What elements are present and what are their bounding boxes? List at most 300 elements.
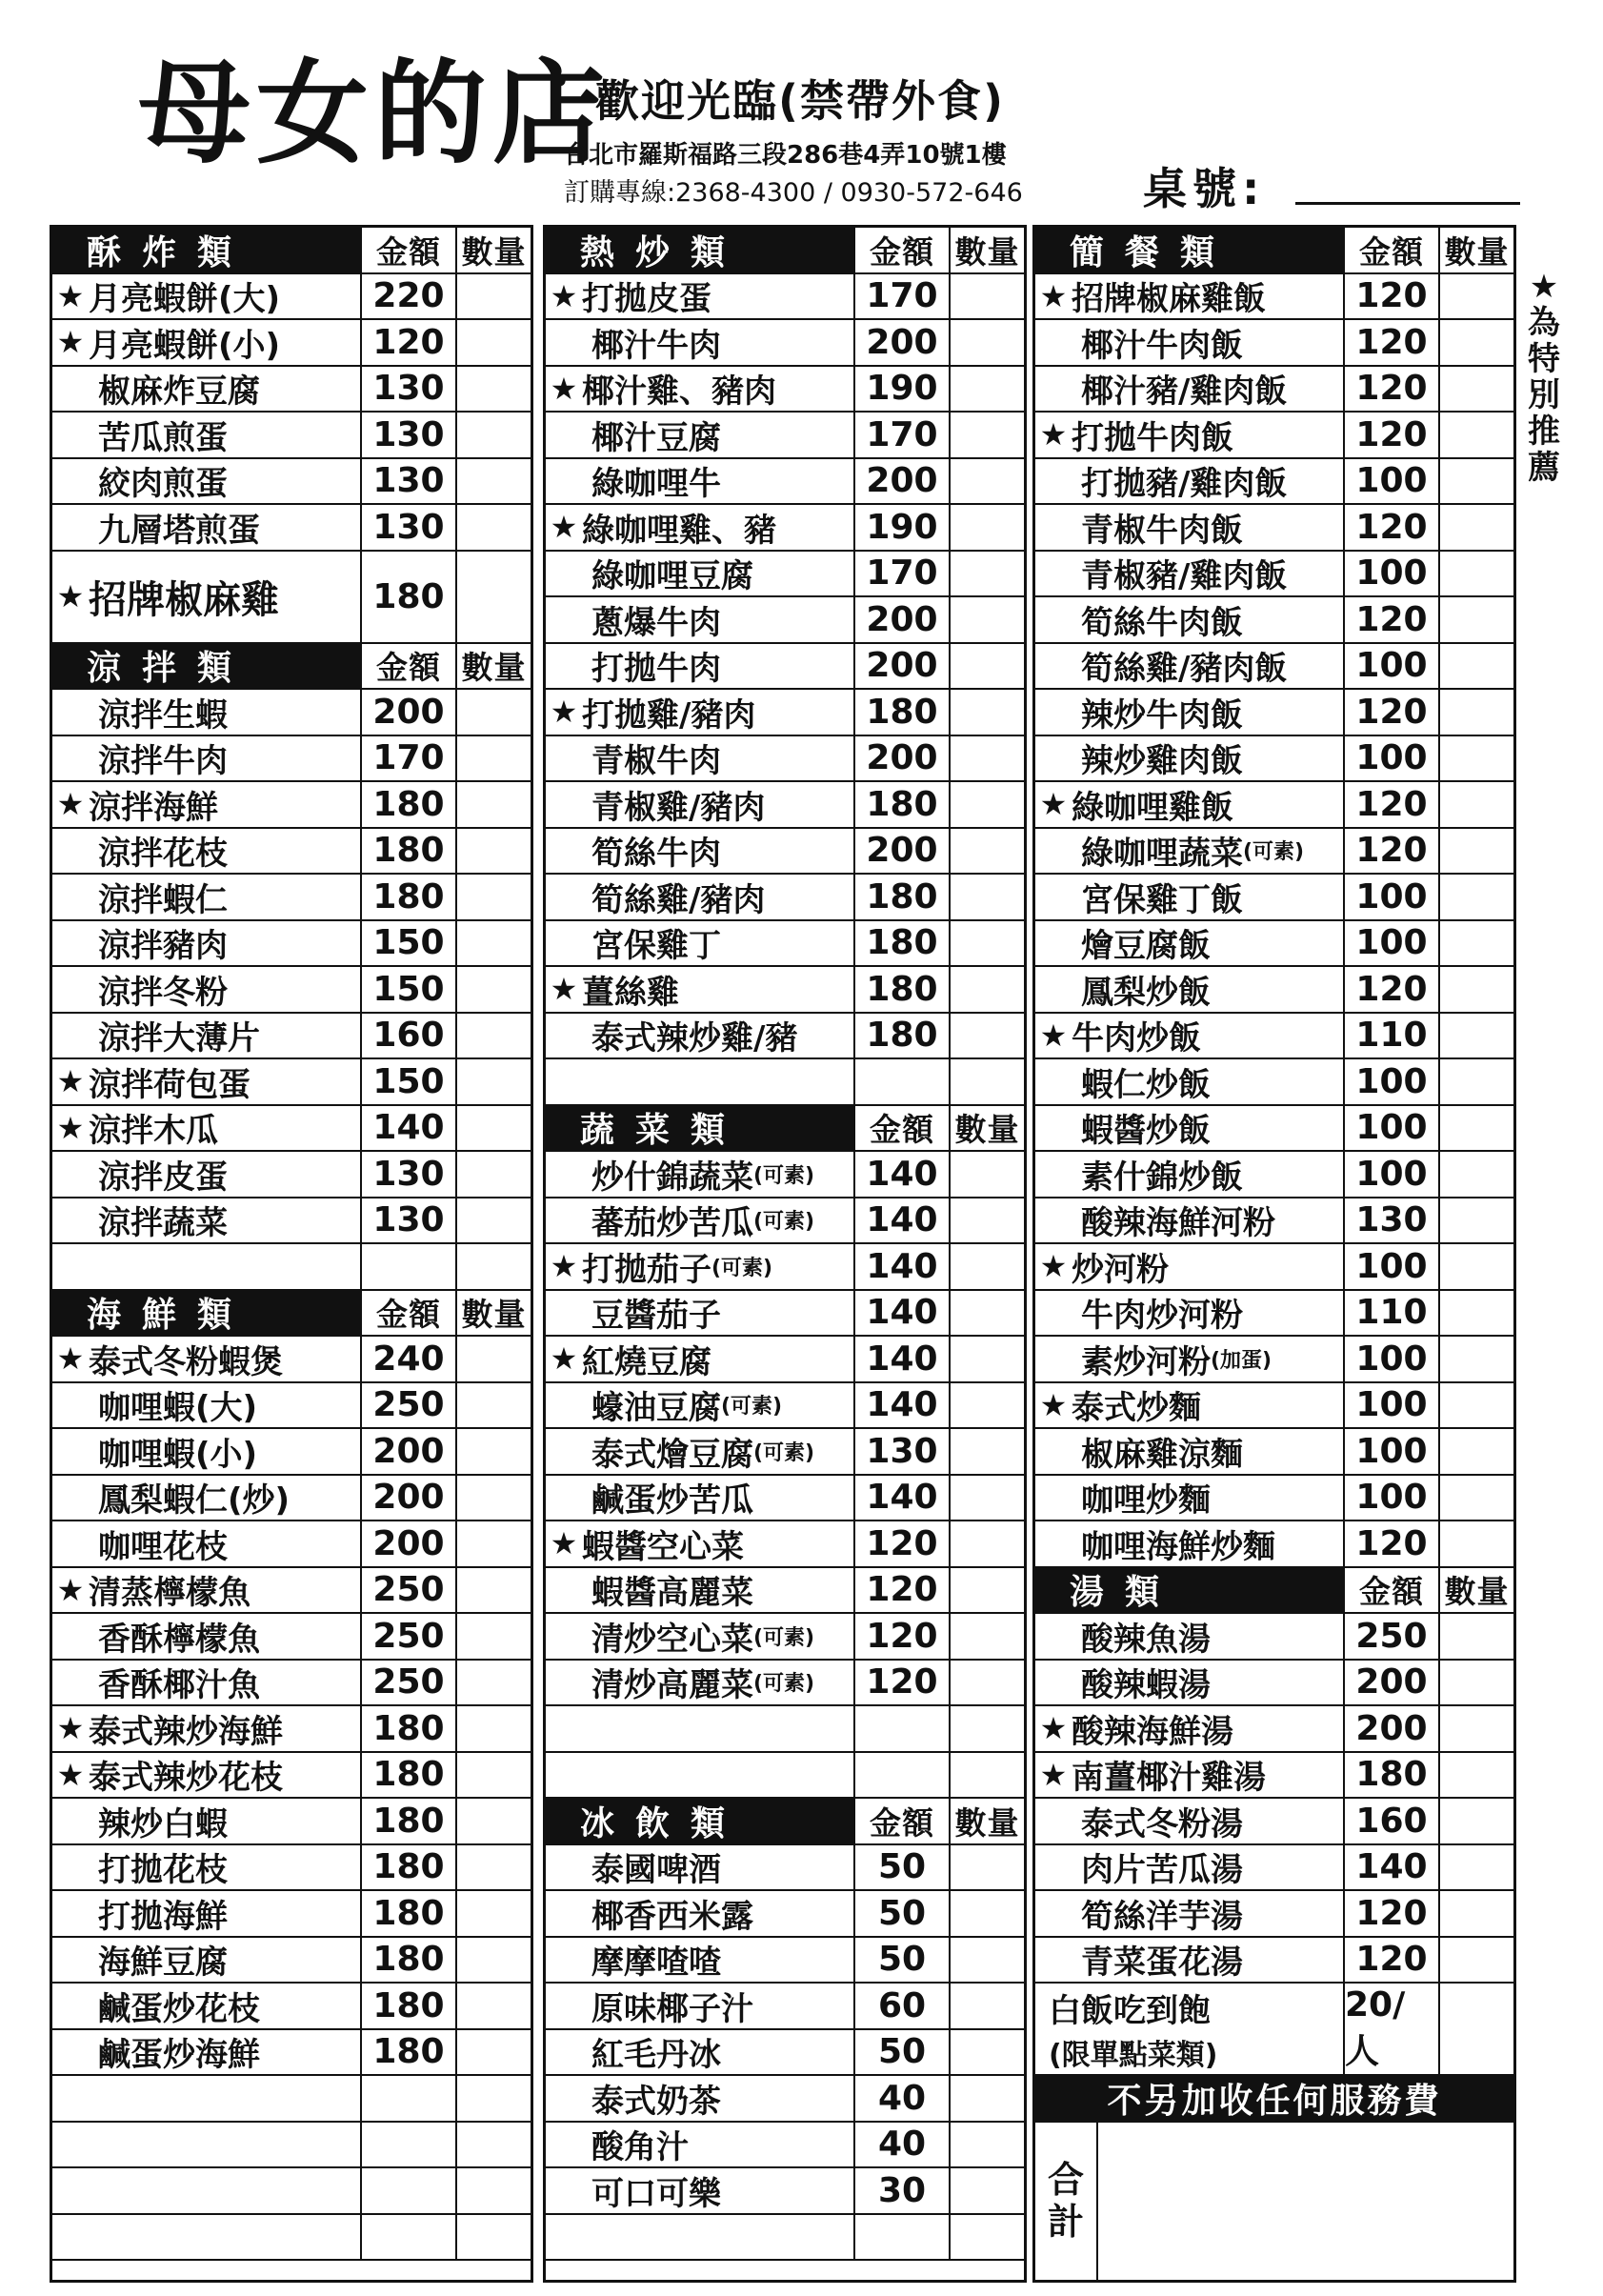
quantity-cell[interactable] — [1440, 967, 1513, 1012]
quantity-cell[interactable] — [951, 1244, 1024, 1289]
quantity-cell[interactable] — [951, 875, 1024, 919]
recommended-star-icon: ★ — [56, 1756, 85, 1793]
item-name — [546, 782, 855, 827]
item-name-text: 清蒸檸檬魚 — [89, 1574, 250, 1612]
quantity-cell[interactable] — [457, 1152, 531, 1197]
recommended-star-icon: ★ — [550, 277, 578, 314]
quantity-cell[interactable] — [1440, 1614, 1513, 1659]
item-name-text: 泰式燴豆腐 — [591, 1435, 753, 1474]
item-name-text: 蝦醬空心菜 — [582, 1527, 744, 1566]
item-name-text: 打拋花枝 — [98, 1851, 228, 1889]
item-price: 120 — [855, 1661, 951, 1705]
item-name-text: 涼拌蔬菜 — [98, 1204, 228, 1242]
quantity-cell[interactable] — [1440, 1152, 1513, 1197]
price-column-header: 金額 — [1345, 1568, 1440, 1613]
item-price: 140 — [855, 1291, 951, 1336]
quantity-cell[interactable] — [951, 459, 1024, 504]
quantity-cell[interactable] — [951, 1661, 1024, 1705]
item-name — [1035, 1476, 1345, 1521]
quantity-cell[interactable] — [951, 505, 1024, 550]
item-name — [546, 1614, 855, 1659]
menu-item-row — [546, 1845, 1024, 1892]
quantity-cell[interactable] — [1440, 320, 1513, 365]
menu-item-row — [1035, 552, 1513, 598]
quantity-cell[interactable] — [1440, 1476, 1513, 1521]
menu-item-row — [546, 505, 1024, 552]
item-name — [546, 967, 855, 1012]
recommended-star-icon: ★ — [56, 786, 85, 823]
quantity-cell[interactable] — [457, 1984, 531, 2028]
menu-item-row — [1035, 1753, 1513, 1800]
rice-line-1: 白飯吃到飽 — [1049, 1992, 1211, 2030]
menu-item-row — [52, 921, 531, 968]
quantity-cell[interactable] — [457, 1891, 531, 1936]
item-name — [1035, 320, 1345, 365]
quantity-cell[interactable] — [457, 690, 531, 735]
item-name — [52, 413, 362, 457]
item-name — [52, 1383, 362, 1428]
item-name-text: 酸辣海鮮河粉 — [1081, 1204, 1275, 1242]
quantity-cell[interactable] — [457, 1661, 531, 1705]
item-name — [52, 967, 362, 1012]
item-price: 50 — [855, 1938, 951, 1983]
quantity-cell[interactable] — [951, 967, 1024, 1012]
item-name-text: 打拋牛肉 — [591, 650, 721, 688]
quantity-cell[interactable] — [1440, 1059, 1513, 1104]
menu-item-row — [52, 1706, 531, 1753]
item-price — [362, 2123, 457, 2167]
item-price: 100 — [1345, 1106, 1440, 1151]
quantity-cell[interactable] — [1440, 1198, 1513, 1243]
quantity-cell[interactable] — [457, 1198, 531, 1243]
menu-item-row — [52, 1383, 531, 1430]
menu-item-row — [1035, 320, 1513, 367]
menu-item-row — [546, 1152, 1024, 1198]
quantity-cell[interactable] — [457, 1845, 531, 1890]
recommended-star-icon: ★ — [550, 971, 578, 1008]
quantity-cell[interactable] — [457, 459, 531, 504]
quantity-cell[interactable] — [1440, 1845, 1513, 1890]
item-price: 100 — [1345, 552, 1440, 596]
item-name — [546, 1568, 855, 1613]
item-name-text: 宮保雞丁飯 — [1081, 880, 1243, 919]
quantity-cell[interactable] — [1440, 505, 1513, 550]
item-price: 100 — [1345, 921, 1440, 966]
quantity-cell[interactable] — [951, 1753, 1024, 1798]
blank-row — [546, 1059, 1024, 1106]
rice-price: 20/人 — [1345, 1984, 1440, 2074]
item-name-text: 月亮蝦餅(大) — [89, 280, 281, 318]
item-price: 180 — [362, 552, 457, 642]
quantity-cell[interactable] — [457, 505, 531, 550]
item-name — [52, 505, 362, 550]
quantity-cell[interactable] — [1440, 690, 1513, 735]
quantity-cell[interactable] — [951, 1337, 1024, 1381]
recommended-star-icon: ★ — [1039, 277, 1068, 314]
quantity-cell[interactable] — [1440, 1337, 1513, 1381]
quantity-cell[interactable] — [457, 2123, 531, 2167]
item-price: 100 — [1345, 1337, 1440, 1381]
item-price: 100 — [1345, 1476, 1440, 1521]
quantity-cell[interactable] — [1440, 1984, 1513, 2074]
quantity-cell[interactable] — [457, 875, 531, 919]
item-name — [52, 1706, 362, 1751]
item-price: 190 — [855, 367, 951, 412]
menu-item-row — [52, 1799, 531, 1845]
quantity-cell[interactable] — [1440, 1383, 1513, 1428]
quantity-cell[interactable] — [1440, 1891, 1513, 1936]
item-name — [546, 367, 855, 412]
item-name-text: 涼拌花枝 — [98, 835, 228, 873]
item-name — [52, 367, 362, 412]
item-name-text: 椰汁牛肉 — [591, 326, 721, 365]
item-name — [52, 2030, 362, 2075]
item-name — [546, 1845, 855, 1890]
item-name-text: 涼拌木瓜 — [89, 1112, 218, 1150]
recommended-star-icon: ★ — [550, 694, 578, 731]
quantity-cell[interactable] — [951, 1291, 1024, 1336]
quantity-cell[interactable] — [951, 2030, 1024, 2075]
quantity-cell[interactable] — [457, 921, 531, 966]
quantity-cell[interactable] — [457, 1753, 531, 1798]
menu-item-row — [52, 1891, 531, 1938]
item-name — [52, 736, 362, 781]
quantity-cell[interactable] — [951, 2123, 1024, 2167]
item-price: 100 — [1345, 1059, 1440, 1104]
quantity-cell[interactable] — [457, 413, 531, 457]
quantity-cell[interactable] — [951, 782, 1024, 827]
quantity-cell[interactable] — [457, 320, 531, 365]
item-name-text: 九層塔煎蛋 — [98, 511, 260, 550]
item-price — [855, 1753, 951, 1798]
service-fee-row — [1035, 2076, 1513, 2123]
item-name-text: 涼拌大薄片 — [98, 1019, 260, 1057]
menu-item-row — [52, 1106, 531, 1153]
quantity-cell[interactable] — [457, 736, 531, 781]
menu-item-row — [546, 274, 1024, 321]
menu-item-row — [1035, 1521, 1513, 1568]
section-header — [546, 1106, 1024, 1153]
quantity-cell[interactable] — [1440, 1938, 1513, 1983]
quantity-cell[interactable] — [1440, 1429, 1513, 1474]
quantity-cell[interactable] — [457, 1938, 531, 1983]
item-price: 200 — [362, 690, 457, 735]
menu-item-row — [52, 413, 531, 459]
quantity-cell[interactable] — [951, 2215, 1024, 2260]
item-name-text: 豆醬茄子 — [591, 1297, 721, 1335]
menu-item-row — [546, 552, 1024, 598]
menu-item-row — [1035, 736, 1513, 783]
quantity-cell[interactable] — [951, 1984, 1024, 2028]
menu-item-row — [546, 782, 1024, 829]
item-name-text: 咖哩炒麵 — [1081, 1481, 1211, 1520]
quantity-cell[interactable] — [951, 1476, 1024, 1521]
item-name-text: 打拋豬/雞肉飯 — [1081, 465, 1288, 503]
quantity-cell[interactable] — [951, 1014, 1024, 1058]
item-name-text: 酸辣魚湯 — [1081, 1620, 1211, 1659]
quantity-cell[interactable] — [1440, 921, 1513, 966]
quantity-cell[interactable] — [1440, 1106, 1513, 1151]
quantity-cell[interactable] — [1440, 1244, 1513, 1289]
item-name — [1035, 413, 1345, 457]
quantity-column-header: 數量 — [461, 1296, 527, 1334]
quantity-cell[interactable] — [951, 1706, 1024, 1751]
menu-item-row — [52, 782, 531, 829]
item-name-text: 炒什錦蔬菜 — [591, 1158, 753, 1197]
item-name — [546, 2215, 855, 2260]
blank-row — [52, 1244, 531, 1291]
quantity-cell[interactable] — [1440, 1706, 1513, 1751]
quantity-cell[interactable] — [951, 1152, 1024, 1197]
item-name-text: 涼拌蝦仁 — [98, 880, 228, 919]
item-price: 40 — [855, 2076, 951, 2121]
price-column-header: 金額 — [362, 1291, 457, 1336]
quantity-cell[interactable] — [457, 2215, 531, 2260]
item-name-text: 清炒高麗菜 — [591, 1666, 753, 1704]
item-name — [1035, 1198, 1345, 1243]
menu-item-row — [546, 367, 1024, 413]
item-name-text: 絞肉煎蛋 — [98, 465, 228, 503]
quantity-cell[interactable] — [951, 690, 1024, 735]
quantity-cell[interactable] — [951, 2076, 1024, 2121]
item-name — [1035, 505, 1345, 550]
item-name-text: 打拋雞/豬肉 — [582, 695, 756, 735]
quantity-cell[interactable] — [457, 274, 531, 319]
recommended-star-icon: ★ — [56, 578, 85, 614]
item-name — [546, 1661, 855, 1705]
menu-item-row — [1035, 367, 1513, 413]
quantity-cell[interactable] — [457, 552, 531, 642]
menu-item-row — [52, 367, 531, 413]
item-price: 180 — [362, 1753, 457, 1798]
item-name — [52, 829, 362, 874]
item-name-text: 素炒河粉 — [1081, 1342, 1211, 1381]
quantity-cell[interactable] — [951, 1059, 1024, 1104]
quantity-cell[interactable] — [951, 274, 1024, 319]
menu-item-row — [52, 967, 531, 1014]
recommended-star-icon: ★ — [1039, 1386, 1068, 1423]
quantity-cell[interactable] — [951, 1568, 1024, 1613]
item-price: 40 — [855, 2123, 951, 2167]
item-name-text: 原味椰子汁 — [591, 1989, 753, 2028]
quantity-cell[interactable] — [457, 782, 531, 827]
quantity-cell[interactable] — [1440, 644, 1513, 689]
item-name-text: 泰國啤酒 — [591, 1851, 721, 1889]
item-name — [52, 1891, 362, 1936]
item-name — [1035, 1891, 1345, 1936]
section-header — [1035, 228, 1513, 274]
menu-item-row — [546, 1938, 1024, 1984]
item-name — [52, 1429, 362, 1474]
quantity-cell[interactable] — [1440, 1661, 1513, 1705]
item-name — [52, 1476, 362, 1521]
item-price: 120 — [1345, 413, 1440, 457]
quantity-cell[interactable] — [1440, 1291, 1513, 1336]
quantity-cell[interactable] — [457, 1106, 531, 1151]
menu-item-row — [546, 2168, 1024, 2215]
menu-item-row — [52, 736, 531, 783]
menu-item-row — [546, 1661, 1024, 1707]
quantity-cell[interactable] — [457, 1614, 531, 1659]
quantity-cell[interactable] — [457, 1383, 531, 1428]
quantity-cell[interactable] — [951, 2168, 1024, 2213]
menu-item-row — [52, 875, 531, 921]
quantity-cell[interactable] — [457, 1244, 531, 1289]
quantity-cell[interactable] — [457, 1521, 531, 1566]
quantity-cell[interactable] — [457, 1799, 531, 1843]
item-name — [52, 782, 362, 827]
quantity-cell[interactable] — [951, 320, 1024, 365]
recommended-star-icon: ★ — [1039, 1017, 1068, 1054]
quantity-cell[interactable] — [951, 1845, 1024, 1890]
quantity-cell[interactable] — [1440, 1014, 1513, 1058]
item-price: 200 — [855, 597, 951, 642]
item-price: 200 — [362, 1429, 457, 1474]
item-name-text: 筍絲牛肉飯 — [1081, 603, 1243, 642]
quantity-cell[interactable] — [1440, 829, 1513, 874]
quantity-cell[interactable] — [951, 1938, 1024, 1983]
item-name-text: 泰式辣炒雞/豬 — [591, 1019, 798, 1057]
item-price: 180 — [362, 2030, 457, 2075]
quantity-cell[interactable] — [951, 644, 1024, 689]
quantity-cell[interactable] — [457, 967, 531, 1012]
quantity-cell[interactable] — [951, 1891, 1024, 1936]
quantity-cell[interactable] — [457, 2168, 531, 2213]
quantity-cell[interactable] — [457, 1014, 531, 1058]
price-column-header: 金額 — [362, 644, 457, 689]
menu-item-row — [1035, 1891, 1513, 1938]
quantity-cell[interactable] — [1440, 1799, 1513, 1843]
quantity-cell[interactable] — [457, 2076, 531, 2121]
item-name — [546, 1383, 855, 1428]
section-header — [52, 644, 531, 691]
item-price: 180 — [362, 1706, 457, 1751]
quantity-cell[interactable] — [951, 1614, 1024, 1659]
quantity-cell[interactable] — [457, 1337, 531, 1381]
quantity-cell[interactable] — [1440, 459, 1513, 504]
item-name-text: 宮保雞丁 — [591, 927, 721, 965]
item-name-text: 椰汁牛肉飯 — [1081, 326, 1243, 365]
price-column-header: 金額 — [855, 228, 951, 272]
item-price: 200 — [1345, 1661, 1440, 1705]
quantity-cell[interactable] — [457, 1706, 531, 1751]
item-name-text: 打拋牛肉飯 — [1072, 418, 1233, 457]
menu-item-row — [546, 1383, 1024, 1430]
quantity-column-header: 數量 — [1444, 232, 1510, 271]
item-name — [52, 1938, 362, 1983]
quantity-cell[interactable] — [1440, 597, 1513, 642]
quantity-cell[interactable] — [1440, 274, 1513, 319]
quantity-cell[interactable] — [457, 1476, 531, 1521]
section-header — [546, 228, 1024, 274]
item-name — [546, 875, 855, 919]
menu-item-row — [52, 1014, 531, 1060]
quantity-cell[interactable] — [457, 1568, 531, 1613]
item-name — [546, 1984, 855, 2028]
quantity-cell[interactable] — [1440, 875, 1513, 919]
recommended-star-icon: ★ — [1039, 1756, 1068, 1793]
quantity-cell[interactable] — [457, 1059, 531, 1104]
item-name — [546, 1891, 855, 1936]
quantity-cell[interactable] — [457, 1429, 531, 1474]
quantity-cell[interactable] — [457, 367, 531, 412]
quantity-cell[interactable] — [951, 1198, 1024, 1243]
quantity-cell[interactable] — [951, 736, 1024, 781]
item-name — [52, 274, 362, 319]
quantity-cell[interactable] — [457, 2030, 531, 2075]
item-name — [1035, 1014, 1345, 1058]
menu-item-row — [546, 1891, 1024, 1938]
item-name — [52, 1152, 362, 1197]
quantity-cell[interactable] — [951, 413, 1024, 457]
recommended-star-icon: ★ — [1039, 1710, 1068, 1747]
menu-item-row — [1035, 1152, 1513, 1198]
blank-row — [546, 1706, 1024, 1753]
quantity-cell[interactable] — [951, 921, 1024, 966]
table-number-line[interactable] — [1295, 202, 1520, 205]
quantity-cell[interactable] — [951, 597, 1024, 642]
quantity-cell[interactable] — [951, 1521, 1024, 1566]
item-name — [546, 921, 855, 966]
item-price: 180 — [362, 1799, 457, 1843]
quantity-cell[interactable] — [1440, 367, 1513, 412]
item-name — [546, 505, 855, 550]
total-label-char-2: 計 — [1047, 2201, 1084, 2244]
item-name-text: 香酥椰汁魚 — [98, 1666, 260, 1704]
quantity-cell[interactable] — [951, 1383, 1024, 1428]
item-name — [1035, 1753, 1345, 1798]
total-field[interactable] — [1098, 2123, 1513, 2281]
item-price: 120 — [1345, 690, 1440, 735]
item-name — [1035, 1152, 1345, 1197]
quantity-cell[interactable] — [457, 829, 531, 874]
item-name — [1035, 875, 1345, 919]
item-name-text: 肉片苦瓜湯 — [1081, 1851, 1243, 1889]
quantity-cell[interactable] — [1440, 1521, 1513, 1566]
item-name-text: 月亮蝦餅(小) — [89, 326, 281, 365]
item-price: 150 — [362, 921, 457, 966]
quantity-column-header: 數量 — [461, 649, 527, 687]
quantity-cell[interactable] — [951, 829, 1024, 874]
item-name-text: 打拋海鮮 — [98, 1897, 228, 1936]
item-name — [1035, 1614, 1345, 1659]
item-name-text: 打拋茄子 — [582, 1250, 711, 1289]
quantity-cell[interactable] — [1440, 782, 1513, 827]
menu-item-row — [52, 1059, 531, 1106]
item-name-text: 鳳梨炒飯 — [1081, 973, 1211, 1012]
quantity-cell[interactable] — [951, 552, 1024, 596]
menu-item-row — [52, 1337, 531, 1383]
item-name — [1035, 782, 1345, 827]
quantity-column-header: 數量 — [1444, 1573, 1510, 1611]
quantity-cell[interactable] — [1440, 413, 1513, 457]
quantity-cell[interactable] — [1440, 1753, 1513, 1798]
quantity-cell[interactable] — [951, 367, 1024, 412]
menu-item-row — [546, 1614, 1024, 1661]
quantity-cell[interactable] — [1440, 736, 1513, 781]
item-name — [52, 2076, 362, 2121]
quantity-cell[interactable] — [951, 1429, 1024, 1474]
item-price: 130 — [362, 1152, 457, 1197]
menu-item-row — [52, 1198, 531, 1245]
menu-item-row — [1035, 1291, 1513, 1338]
item-price: 250 — [362, 1383, 457, 1428]
menu-item-row — [1035, 1059, 1513, 1106]
quantity-cell[interactable] — [1440, 552, 1513, 596]
item-name-text: 青椒雞/豬肉 — [591, 788, 766, 827]
recommended-star-icon: ★ — [56, 1109, 85, 1146]
item-price: 100 — [1345, 644, 1440, 689]
